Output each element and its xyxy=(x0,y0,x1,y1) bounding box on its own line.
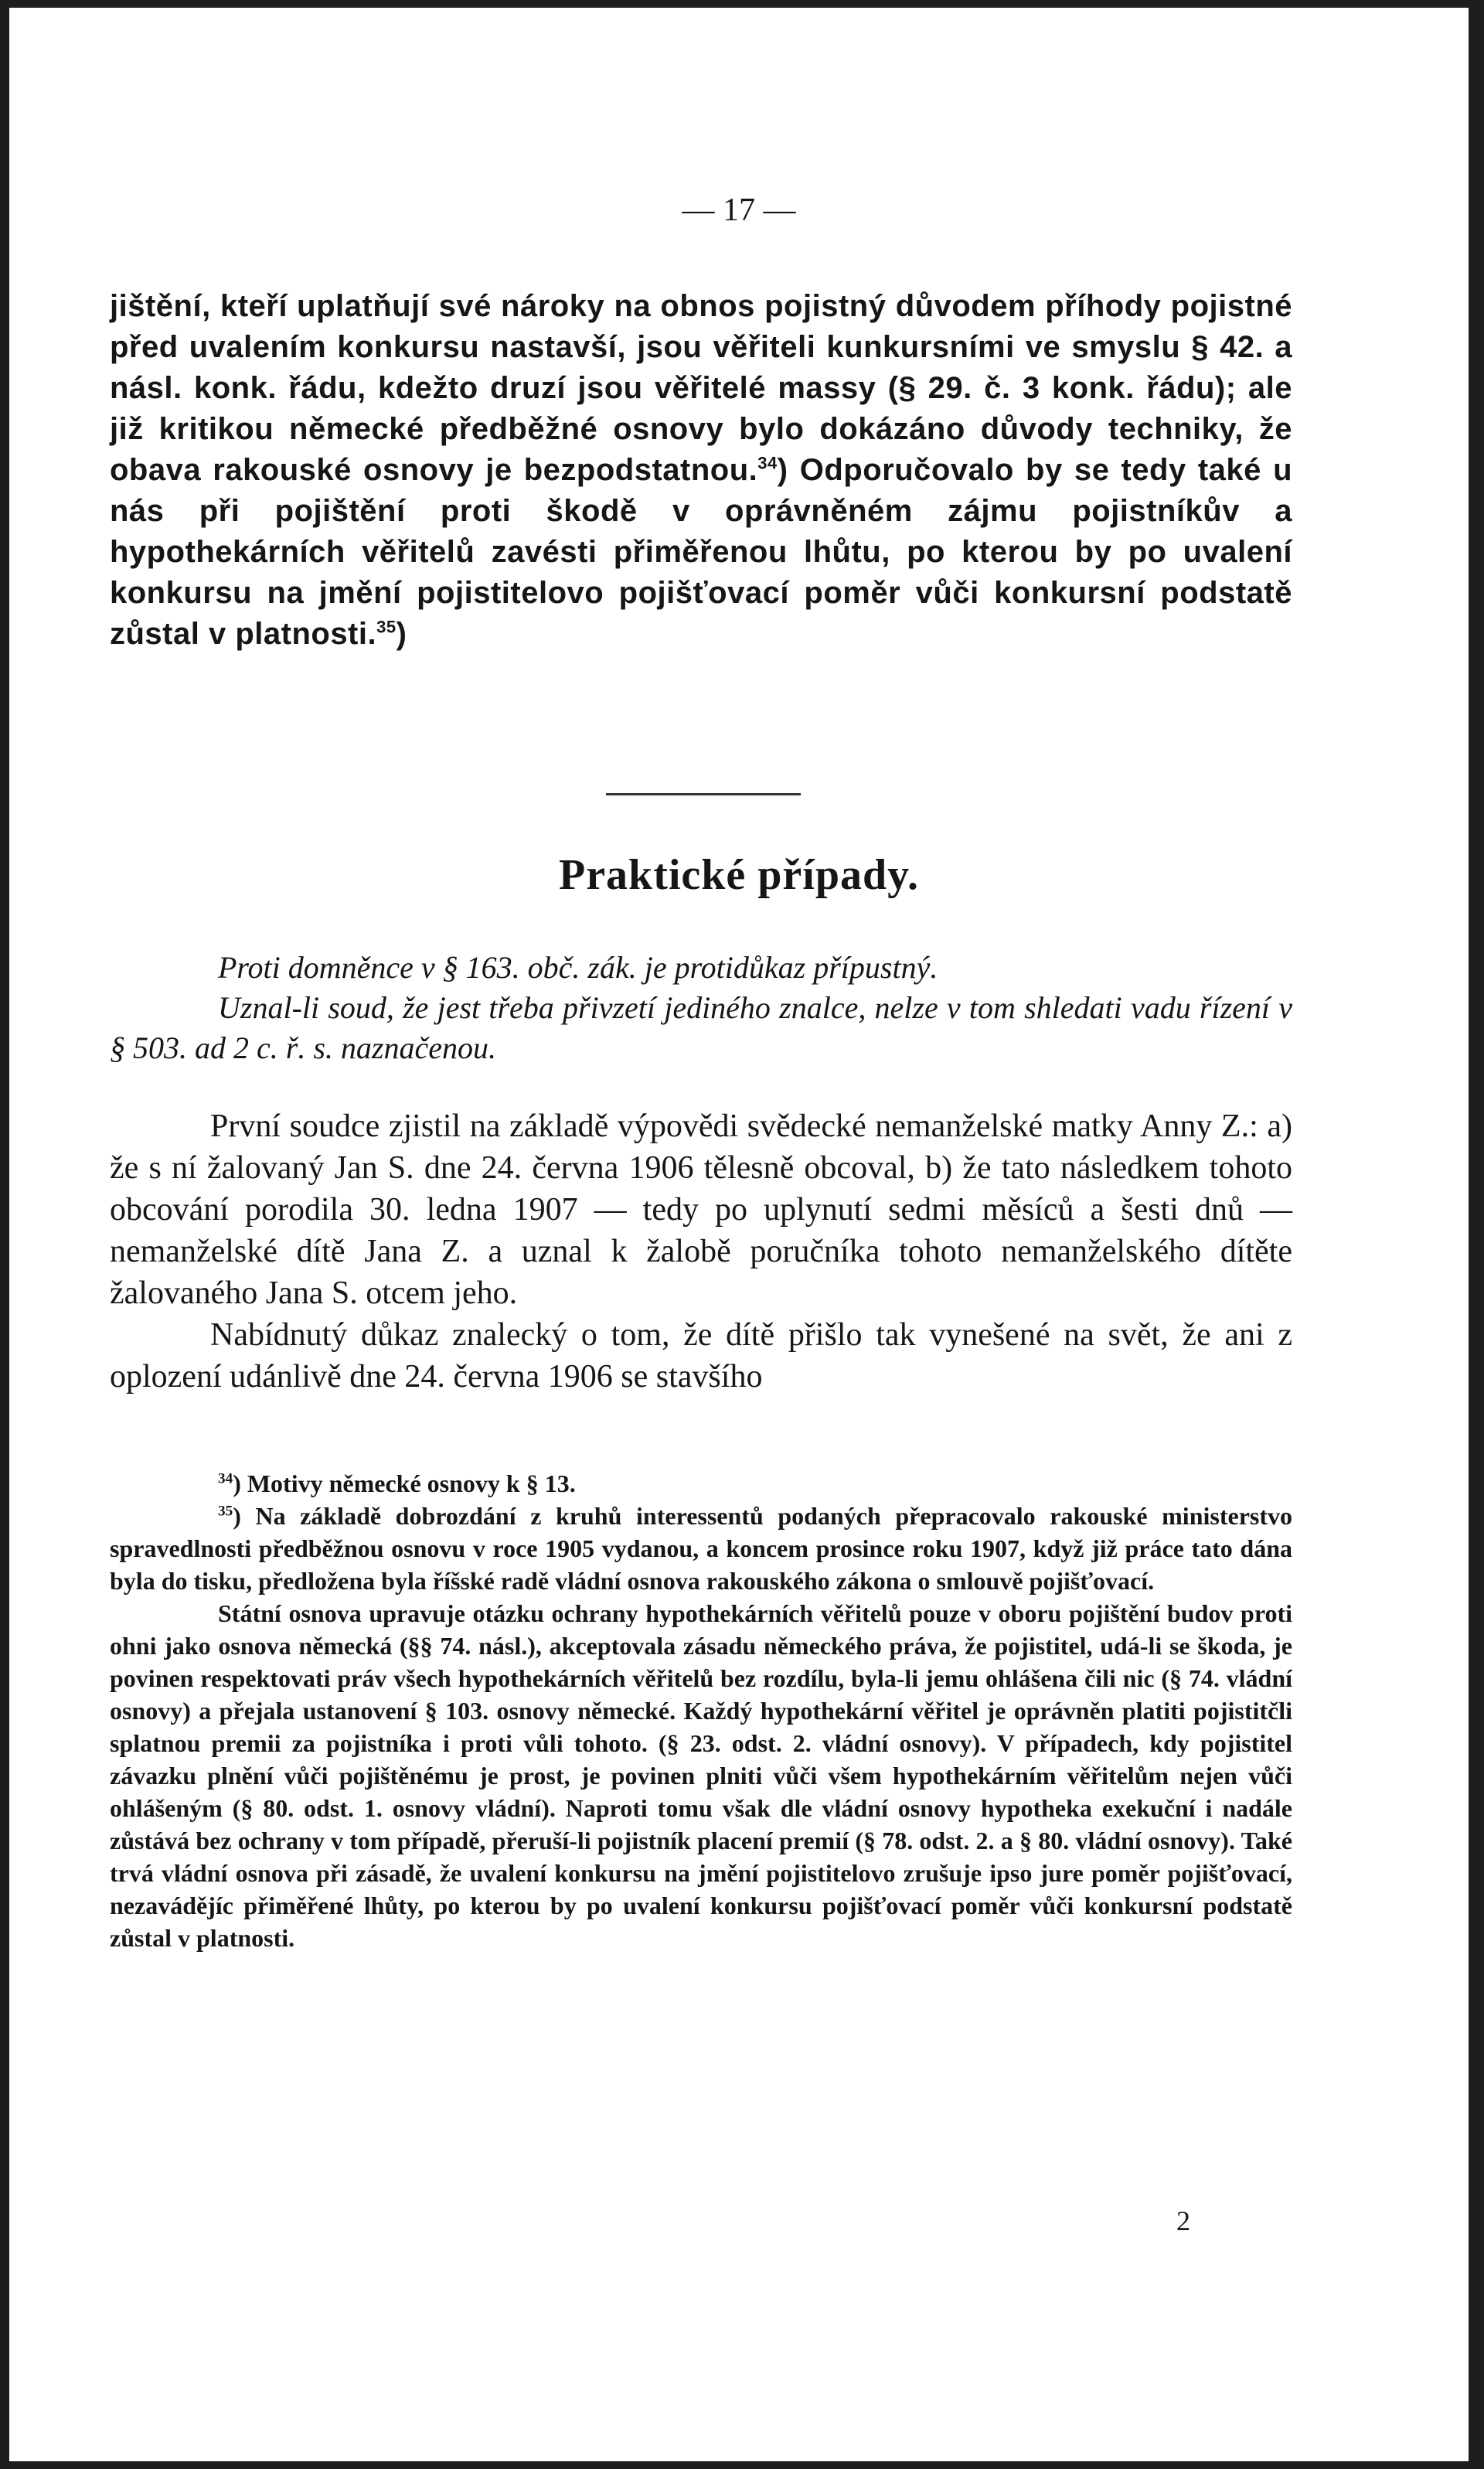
main-text-part-1: jištění, kteří uplatňují své nároky na obnos pojistný důvodem příhody pojistné před uvalením konkursu nastavší, jsou věřiteli kunkursními ve smyslu § 42. a násl. konk. řádu, kdežto druzí jsou věřitelé massy (§ 29. č. 3 konk. řádu); ale již kritikou německé předběžné osnovy bylo dokázáno důvody techniky, že obava rakouské osnovy je bezpodstatnou. xyxy=(110,289,1292,487)
footnote-34-number: 34 xyxy=(218,1470,233,1487)
document-page xyxy=(9,8,1469,2461)
footnotes xyxy=(110,1467,1292,1954)
body-paragraph-2: Nabídnutý důkaz znalecký o tom, že dítě přišlo tak vynešené na svět, že ani z oplození udánlivě dne 24. června 1906 se stavšího xyxy=(110,1317,1292,1395)
footnote-35-number: 35 xyxy=(218,1503,233,1520)
main-paragraph xyxy=(110,286,1292,655)
footnote-34 xyxy=(110,1467,1292,1500)
section-divider xyxy=(606,793,801,795)
signature-mark: 2 xyxy=(1176,2205,1190,2236)
footnote-35-continuation: Státní osnova upravuje otázku ochrany hypothekárních věřitelů pouze v oboru pojištění budov proti ohni jako osnova německá (§§ 74. násl.), akceptovala zásadu německého práva, že pojistitel, udá-li se škoda, je povinen respektovati práv všech hypothekárních věřitelů bez rozdílu, byla-li jemu ohlášena čili nic (§ 74. vládní osnovy) a přejala ustanovení § 103. osnovy německé. Každý hypothekární věřitel je oprávněn platiti pojistitčli splatnou premii za pojistníka i proti vůli tohoto. (§ 23. odst. 2. vládní osnovy). V případech, kdy pojistitel závazku plnění vůči pojištěnému je prost, je povinen plniti vůči všem hypothekárním věřitelům nejen vůči ohlášeným (§ 80. odst. 1. osnovy vládní). Naproti tomu však dle vládní osnovy hypotheka exekuční i nadále zůstává bez ochrany v tom případě, přeruší-li pojistník placení premií (§ 78. odst. 2. a § 80. vládní osnovy). Také trvá vládní osnova při zásadě, že uvalení konkursu na jmění pojistitelovo zrušuje ipso jure poměr pojišťovací, nezavádějíc přiměřené lhůty, po kterou by po uvalení konkursu pojišťovací poměr vůči konkursní podstatě zůstal v platnosti. xyxy=(110,1599,1292,1952)
headnote-line-2: Uznal-li soud, že jest třeba přivzetí jediného znalce, nelze v tom shledati vadu řízení v § 503. ad 2 c. ř. s. naznačenou. xyxy=(110,990,1292,1065)
footnote-ref-35: 35 xyxy=(376,617,397,637)
footnote-35 xyxy=(110,1500,1292,1597)
body-paragraph-1: První soudce zjistil na základě výpovědi svědecké nemanželské matky Anny Z.: a) že s ní žalovaný Jan S. dne 24. června 1906 tělesně obcoval, b) že tato následkem tohoto obcování porodila 30. ledna 1907 — tedy po uplynutí sedmi měsíců a šesti dnů — nemanželské dítě Jana Z. a uznal k žalobě poručníka tohoto nemanželského dítěte žalovaného Jana S. otcem jeho. xyxy=(110,1108,1292,1311)
section-heading: Praktické případy. xyxy=(558,851,920,899)
footnote-35-text: ) Na základě dobrozdání z kruhů interessentů podaných přepracovalo rakouské ministerstvo spravedlnosti předběžnou osnovu v roce 1905 vydanou, a koncem prosince roku 1907, když již práce tato dána byla do tisku, předložena byla říšské radě vládní osnova rakouského zákona o smlouvě pojišťovací. xyxy=(110,1502,1292,1595)
case-body xyxy=(110,1105,1292,1398)
page-number: — 17 — xyxy=(682,192,796,228)
footnote-34-text: ) Motivy německé osnovy k § 13. xyxy=(233,1469,576,1497)
main-text-close: ) xyxy=(396,617,407,651)
main-text-part-2: ) Odporučovalo by se tedy také u nás při pojištění proti škodě v oprávněném zájmu pojistníkův a hypothekárních věřitelů zavésti přiměřenou lhůtu, po kterou by po uvalení konkursu na jmění pojistitelovo pojišťovací poměr vůči konkursní podstatě zůstal v platnosti. xyxy=(110,453,1292,651)
case-headnote xyxy=(110,948,1292,1068)
footnote-ref-34: 34 xyxy=(757,453,778,473)
headnote-line-1: Proti domněnce v § 163. obč. zák. je protidůkaz přípustný. xyxy=(218,950,938,985)
